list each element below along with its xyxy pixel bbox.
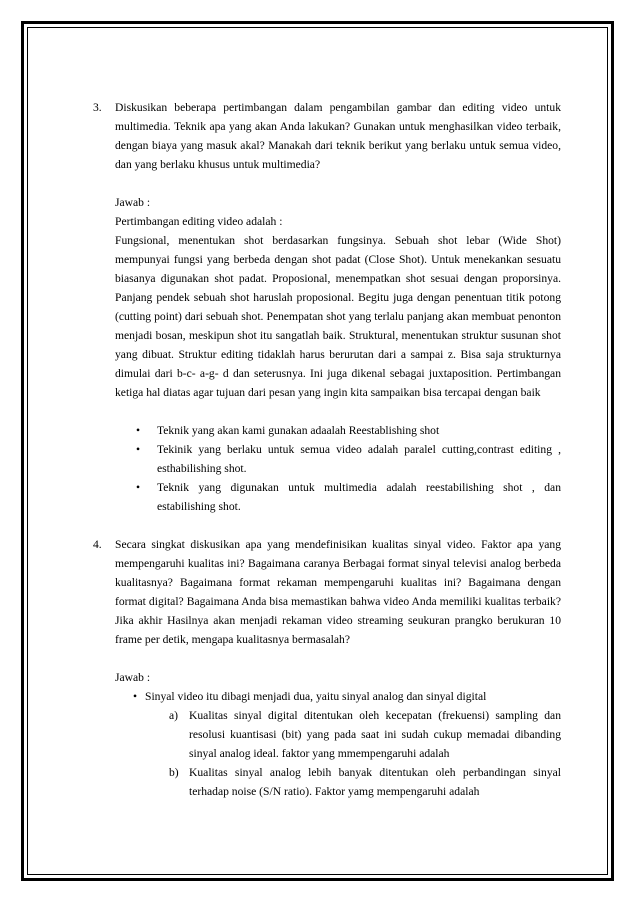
question-text: Diskusikan beberapa pertimbangan dalam pengambilan gambar dan editing video untuk multimedia. Teknik apa yang akan Anda lakukan? Gunakan untuk menghasilkan video terbaik, dengan biaya yang masuk akal? Manakah dari teknik berikut yang berlaku untuk semua video, dan yang berlaku khusus untuk multimedia? xyxy=(115,101,561,171)
answer-heading: Jawab : xyxy=(115,671,151,684)
question-text: Secara singkat diskusikan apa yang mendefinisikan kualitas sinyal video. Faktor apa yang mempengaruhi kualitas ini? Bagaimana caranya Berbagai format sinyal televisi analog berbeda kualitasnya? Bagaimana format rekaman mempengaruhi kualitas ini? Bagaimana dengan format digital? Bagaimana Anda bisa memastikan bahwa video Anda memiliki kualitas terbaik? Jika akhir Hasilnya akan menjadi rekaman video streaming seukuran prangko berukuran 10 frame per detik, mengapa kualitasnya bermasalah? xyxy=(115,538,561,646)
question-body xyxy=(115,535,561,801)
sub-item-text: Kualitas sinyal analog lebih banyak ditentukan oleh perbandingan sinyal terhadap noise (S/N ratio). Faktor yamg mempengaruhi adalah xyxy=(189,766,561,798)
bullet-icon: • xyxy=(133,690,138,703)
question-number: 3. xyxy=(93,101,102,114)
sub-item-label: a) xyxy=(169,709,179,722)
list-item xyxy=(119,687,561,801)
bullet-icon: • xyxy=(136,481,141,494)
bullet-list xyxy=(115,421,561,516)
list-item xyxy=(136,421,561,440)
question-body xyxy=(115,98,561,516)
sub-list-item xyxy=(169,706,561,763)
bullet-list xyxy=(115,687,561,801)
question-3 xyxy=(93,98,561,516)
question-4 xyxy=(93,535,561,801)
question-number: 4. xyxy=(93,538,102,551)
answer-heading: Jawab : xyxy=(115,196,151,209)
sub-item-text: Kualitas sinyal digital ditentukan oleh kecepatan (frekuensi) sampling dan resolusi kuantisasi (bit) yang pada saat ini sudah cukup memadai dibanding sinyal analog ideal. faktor yang mmempengaruhi adalah xyxy=(189,709,561,760)
answer-text: Fungsional, menentukan shot berdasarkan fungsinya. Sebuah shot lebar (Wide Shot) mempunyai fungsi yang berbeda dengan shot padat (Close Shot). Untuk menekankan sesuatu biasanya digunakan shot padat. Proposional, menempatkan shot sesuai dengan proporsinya. Panjang pendek sebuah shot haruslah proposional. Begitu juga dengan penentuan titik potong (cutting point) dari sebuah shot. Penempatan shot yang terlalu panjang akan membuat penonton menjadi bosan, meskipun shot itu sangatlah baik. Struktural, menentukan struktur susunan shot yang dibuat. Struktur editing tidaklah harus berurutan dari a sampai z. Bisa saja strukturnya dimulai dari b-c- a-g- d dan seterusnya. Ini juga dikenal sebagai juxtaposition. Pertimbangan ketiga hal diatas agar tujuan dari pesan yang ingin kita sampaikan bisa tercapai dengan baik xyxy=(115,234,561,399)
bullet-icon: • xyxy=(136,424,141,437)
sub-list xyxy=(119,706,561,801)
list-item-text: Teknik yang digunakan untuk multimedia adalah reestabilishing shot , dan estabilishing shot. xyxy=(157,481,561,513)
list-item-text: Sinyal video itu dibagi menjadi dua, yaitu sinyal analog dan sinyal digital xyxy=(145,690,487,703)
answer-subheading: Pertimbangan editing video adalah : xyxy=(115,215,283,228)
bullet-icon: • xyxy=(136,443,141,456)
list-item xyxy=(136,478,561,516)
document-content xyxy=(93,98,561,801)
list-item-text: Teknik yang akan kami gunakan adaalah Reestablishing shot xyxy=(157,424,440,437)
list-item xyxy=(136,440,561,478)
list-item-text: Tekinik yang berlaku untuk semua video adalah paralel cutting,contrast editing , esthabilishing shot. xyxy=(157,443,561,475)
sub-item-label: b) xyxy=(169,766,179,779)
sub-list-item xyxy=(169,763,561,801)
